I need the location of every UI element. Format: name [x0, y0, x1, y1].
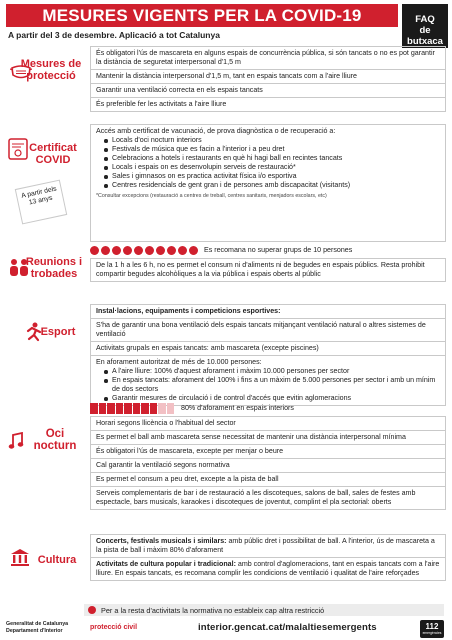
- list-item: Festivals de música que es facin a l'interior i a peu dret: [104, 145, 440, 154]
- esport-heading: Instal·lacions, equipaments i competicions esportives:: [90, 304, 446, 319]
- person-dot: [189, 246, 198, 255]
- section-reunions: [6, 244, 446, 296]
- section-certificat: [6, 124, 446, 242]
- aforament-bar: [90, 402, 446, 414]
- section-cultura: [6, 534, 446, 600]
- aforament-cells: [90, 403, 175, 414]
- list-item: Locals i espais on es desenvolupin serveis de restauració*: [104, 163, 440, 172]
- emergency-112-badge: [420, 620, 444, 638]
- list-item: En espais tancats: aforament del 100% i fins a un màxim de 5.000 persones per sector i amb un mínim de dos sectors: [104, 376, 440, 394]
- cultura-row-2-heading: Activitats de cultura popular i tradicional:: [96, 560, 236, 568]
- list-item: Sales i gimnasos on es practica activitat física i/o esportiva: [104, 172, 440, 181]
- person-dot: [145, 246, 154, 255]
- aforament-cell: [158, 403, 166, 414]
- reunions-label-area: [6, 244, 84, 296]
- person-dot: [178, 246, 187, 255]
- cultura-row-1-text: amb públic dret i possibilitat de ball. A l'interior, ús de mascareta a la pista de ball i màxim 80% d'aforament: [96, 537, 435, 554]
- person-dot: [134, 246, 143, 255]
- aforament-cell: [150, 403, 158, 414]
- person-dot: [167, 246, 176, 255]
- esport-label-area: [6, 304, 84, 396]
- esport-title: Esport: [40, 326, 76, 338]
- aforament-cell: [167, 403, 175, 414]
- oci-title: Oci nocturn: [33, 428, 77, 452]
- footer-note: [84, 604, 444, 616]
- cultura-row-2: [90, 558, 446, 581]
- list-item: Celebracions a hotels i restaurants en què hi hagi ball en recintes tancats: [104, 154, 440, 163]
- certificat-label-area: [6, 124, 84, 242]
- esport-row-2: Activitats grupals en espais tancats: amb mascareta (excepte piscines): [90, 342, 446, 356]
- proteccio-civil-logo: protecció civil: [90, 624, 138, 631]
- list-item: Centres residencials de gent gran i de persones amb discapacitat (visitants): [104, 181, 440, 190]
- oci-row-4: Cal garantir la ventilació segons normativa: [90, 459, 446, 473]
- aforament-cell: [99, 403, 107, 414]
- certificat-intro: Accés amb certificat de vacunació, de prova diagnòstica o de recuperació a:: [96, 127, 336, 135]
- faq-line-1: FAQ: [415, 14, 435, 25]
- proteccio-row-3: Garantir una ventilació correcta en els espais tancats: [90, 84, 446, 98]
- section-proteccio: [6, 46, 446, 120]
- badge-caption: emergències: [422, 631, 442, 635]
- proteccio-row-1: És obligatori l'ús de mascareta en alguns espais de concurrència pública, si són tancats o no es pot garantir la distància de seguretat interpersonal d'1,5 m: [90, 46, 446, 70]
- group-limit-text: Es recomana no superar grups de 10 persones: [204, 246, 353, 254]
- aforament-list: [96, 367, 440, 403]
- section-esport: [6, 304, 446, 402]
- page-title: MESURES VIGENTS PER LA COVID-19: [6, 4, 398, 27]
- footer: [0, 620, 452, 640]
- list-item: Garantir mesures de circulació i de control d'accés que evitin aglomeracions: [104, 394, 440, 403]
- website-link[interactable]: interior.gencat.cat/malaltiesemergents: [198, 622, 377, 633]
- oci-row-5: Es permet el consum a peu dret, excepte a la pista de ball: [90, 473, 446, 487]
- aforament-text: 80% d'aforament en espais interiors: [181, 404, 294, 412]
- footer-note-text: Per a la resta d'activitats la normativa no estableix cap altra restricció: [101, 605, 325, 615]
- proteccio-label-area: [6, 46, 84, 120]
- reunions-title: Reunions i trobades: [25, 256, 83, 280]
- aforament-cell: [141, 403, 149, 414]
- esport-aforament: [90, 356, 446, 406]
- group-limit-bar: [90, 244, 446, 256]
- cultura-title: Cultura: [37, 554, 77, 566]
- aforament-cell: [133, 403, 141, 414]
- cultura-row-2-text: amb control d'aglomeracions, tant en espais tancats com a l'aire lliure. En espais tancats, es recomana complir les condicions de ventilació i qualitat de l'aire reforçades: [96, 560, 440, 577]
- reunions-text: De la 1 h a les 6 h, no es permet el consum ni d'aliments ni de begudes en espais públics. Resta prohibit compartir begudes alcohòliques a la via pública i espais oberts al públic: [90, 258, 446, 282]
- person-dot: [156, 246, 165, 255]
- proteccio-row-2: Mantenir la distància interpersonal d'1,5 m, tant en espais tancats com a l'aire lliure: [90, 70, 446, 84]
- faq-badge: [402, 4, 448, 48]
- oci-row-1: Horari segons llicència o l'habitual del sector: [90, 416, 446, 431]
- person-dot: [112, 246, 121, 255]
- list-item: Locals d'oci nocturn interiors: [104, 136, 440, 145]
- faq-line-3: butxaca: [407, 36, 443, 47]
- gencat-name: Generalitat de Catalunya: [6, 621, 69, 627]
- aforament-cell: [107, 403, 115, 414]
- certificat-title: Certificat COVID: [29, 142, 77, 166]
- aforament-cell: [124, 403, 132, 414]
- aforament-cell: [90, 403, 98, 414]
- aforament-cell: [116, 403, 124, 414]
- badge-number: 112: [425, 622, 439, 631]
- person-dot: [123, 246, 132, 255]
- oci-row-6: Serveis complementaris de bar i de restauració a les discoteques, salons de ball, sales de festes amb espectacle, bars musicals, karaokes i discoteques de joventut, complint el pla sectorial: oberts: [90, 487, 446, 510]
- oci-label-area: [6, 402, 84, 530]
- cultura-row-1-heading: Concerts, festivals musicals i similars:: [96, 537, 227, 545]
- note-dot: [88, 606, 96, 614]
- gencat-logo: [6, 621, 68, 634]
- section-oci: [6, 402, 446, 530]
- person-dot: [101, 246, 110, 255]
- person-dots: [90, 246, 198, 255]
- list-item: A l'aire lliure: 100% d'aquest aforament i màxim 10.000 persones per sector: [104, 367, 440, 376]
- oci-row-3: És obligatori l'ús de mascareta, excepte per menjar o beure: [90, 445, 446, 459]
- aforament-intro: En aforament autoritzat de més de 10.000 persones:: [96, 358, 262, 366]
- subtitle: A partir del 3 de desembre. Aplicació a tot Catalunya: [8, 30, 220, 40]
- music-note-icon: [8, 432, 24, 450]
- department-name: Departament d'Interior: [6, 627, 63, 634]
- faq-line-2: de: [419, 25, 431, 36]
- age-tag: A partir dels 13 anys: [15, 180, 67, 225]
- building-icon: [10, 548, 30, 566]
- certificat-list: [96, 136, 440, 190]
- oci-row-2: Es permet el ball amb mascareta sense necessitat de mantenir una distància interpersonal mínima: [90, 431, 446, 445]
- cultura-label-area: [6, 534, 84, 600]
- certificat-note: *Consultar excepcions (restauració a centres de treball, centres sanitaris, menjadors escolars, etc): [96, 193, 327, 199]
- person-dot: [90, 246, 99, 255]
- proteccio-title: Mesures de protecció: [20, 58, 82, 82]
- cultura-row-1: [90, 534, 446, 558]
- proteccio-row-4: És preferible fer les activitats a l'aire lliure: [90, 98, 446, 112]
- esport-row-1: S'ha de garantir una bona ventilació dels espais tancats mitjançant ventilació natural o altres sistemes de ventilació: [90, 319, 446, 342]
- certificat-box: [90, 124, 446, 242]
